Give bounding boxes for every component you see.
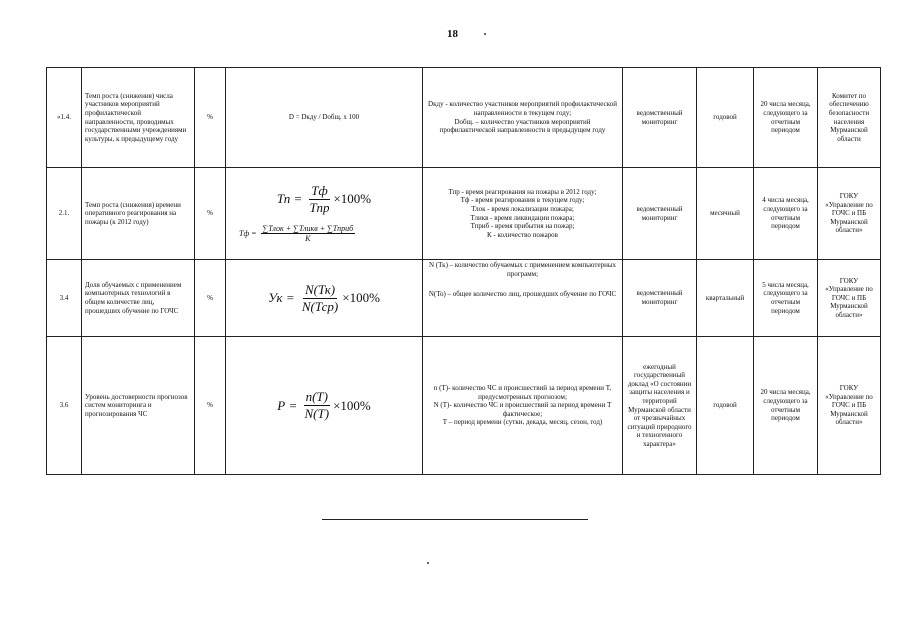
unit-cell: % bbox=[195, 260, 226, 337]
responsible-body: Комитет по обеспечению безопасности населения Мурманской области bbox=[818, 68, 881, 168]
formula-cell bbox=[226, 260, 423, 337]
due-date: 20 числа месяца, следующего за отчетным периодом bbox=[754, 337, 818, 475]
table-row bbox=[47, 168, 881, 260]
data-source: ведомственный мониторинг bbox=[623, 68, 697, 168]
formula-text: D = Dкду / Dобщ. х 100 bbox=[288, 113, 360, 122]
periodicity: годовой bbox=[697, 337, 754, 475]
row-number: 3.6 bbox=[47, 337, 82, 475]
formula-cell bbox=[226, 337, 423, 475]
periodicity: месячный bbox=[697, 168, 754, 260]
table-row bbox=[47, 68, 881, 168]
indicator-name: Темп роста (снижения) числа участников мероприятий профилактической направленности, проводимых государственными учреждениями культуры, к предыдущему году bbox=[82, 68, 195, 168]
due-date: 20 числа месяца, следующего за отчетным периодом bbox=[754, 68, 818, 168]
indicator-name: Темп роста (снижения) времени оперативного реагирования на пожары (к 2012 году) bbox=[82, 168, 195, 260]
responsible-body: ГОКУ «Управление по ГОЧС и ПБ Мурманской области» bbox=[818, 260, 881, 337]
responsible-body: ГОКУ «Управление по ГОЧС и ПБ Мурманской области» bbox=[818, 337, 881, 475]
unit-cell: % bbox=[195, 337, 226, 475]
formula-cell bbox=[226, 68, 423, 168]
formula-main: P = $\frac{n(T)}{N(T)}$ ×100% bbox=[277, 389, 371, 421]
due-date: 4 числа месяца, следующего за отчетным периодом bbox=[754, 168, 818, 260]
formula-main: Ук = $\frac{N(Тк)}{\text{N(Тср)}}$ ×100% bbox=[268, 281, 380, 314]
indicator-name: Доля обучаемых с применением компьютерных технологий в общем количестве лиц, прошедших обучение по ГОЧС bbox=[82, 260, 195, 337]
indicator-name: Уровень достоверности прогнозов систем мониторинга и прогнозирования ЧС bbox=[82, 337, 195, 475]
scan-speck bbox=[427, 562, 429, 564]
closing-rule bbox=[322, 519, 588, 520]
unit-cell: % bbox=[195, 68, 226, 168]
data-source: ведомственный мониторинг bbox=[623, 168, 697, 260]
formula-description: n (Т)- количество ЧС и происшествий за период времени Т, предусмотренных прогнозом; N (Т)- количество ЧС и происшествий за период времени Т фактическое; Т – период времени (сутки, декада, месяц, сезон, год) bbox=[423, 337, 623, 475]
table-row bbox=[47, 260, 881, 337]
indicators-table bbox=[46, 67, 881, 475]
row-number: 3.4 bbox=[47, 260, 82, 337]
formula-description: Тпр - время реагирования на пожары в 2012 году; Тф - время реагирования в текущем году; Тлок - время локализации пожара; Тликв - время ликвидации пожара; Тприб - время прибытия на пожар; К - количество пожаров bbox=[423, 168, 623, 260]
formula-description: Dкду - количество участников мероприятий профилактической направленности в текущем году; Dобщ. – количество участников мероприятий профилактической направленности в предыдущем году bbox=[423, 68, 623, 168]
responsible-body: ГОКУ «Управление по ГОЧС и ПБ Мурманской области» bbox=[818, 168, 881, 260]
data-source: ежегодный государственный доклад «О состоянии защиты населения и территорий Мурманской области от чрезвычайных ситуаций природного и техногенного характера» bbox=[623, 337, 697, 475]
row-number: 2.1. bbox=[47, 168, 82, 260]
data-source: ведомственный мониторинг bbox=[623, 260, 697, 337]
page-number: 18 bbox=[447, 28, 458, 40]
periodicity: квартальный bbox=[697, 260, 754, 337]
periodicity: годовой bbox=[697, 68, 754, 168]
formula-description: N (Тк) – количество обучаемых с применением компьютерных программ; N(То) – общее количество лиц, прошедших обучение по ГОЧС bbox=[423, 260, 623, 337]
unit-cell: % bbox=[195, 168, 226, 260]
formula-secondary: Тф = $\frac{\text{∑Тлок + ∑Тликв + ∑Тприб}}{К}$ bbox=[239, 223, 354, 244]
formula-cell bbox=[226, 168, 423, 260]
scan-speck bbox=[484, 33, 486, 35]
formula-main: Тп = $\frac{Тф}{\text{Тпр}}$ ×100% bbox=[276, 182, 372, 215]
table-row bbox=[47, 337, 881, 475]
due-date: 5 числа месяца, следующего за отчетным периодом bbox=[754, 260, 818, 337]
row-number: «1.4. bbox=[47, 68, 82, 168]
